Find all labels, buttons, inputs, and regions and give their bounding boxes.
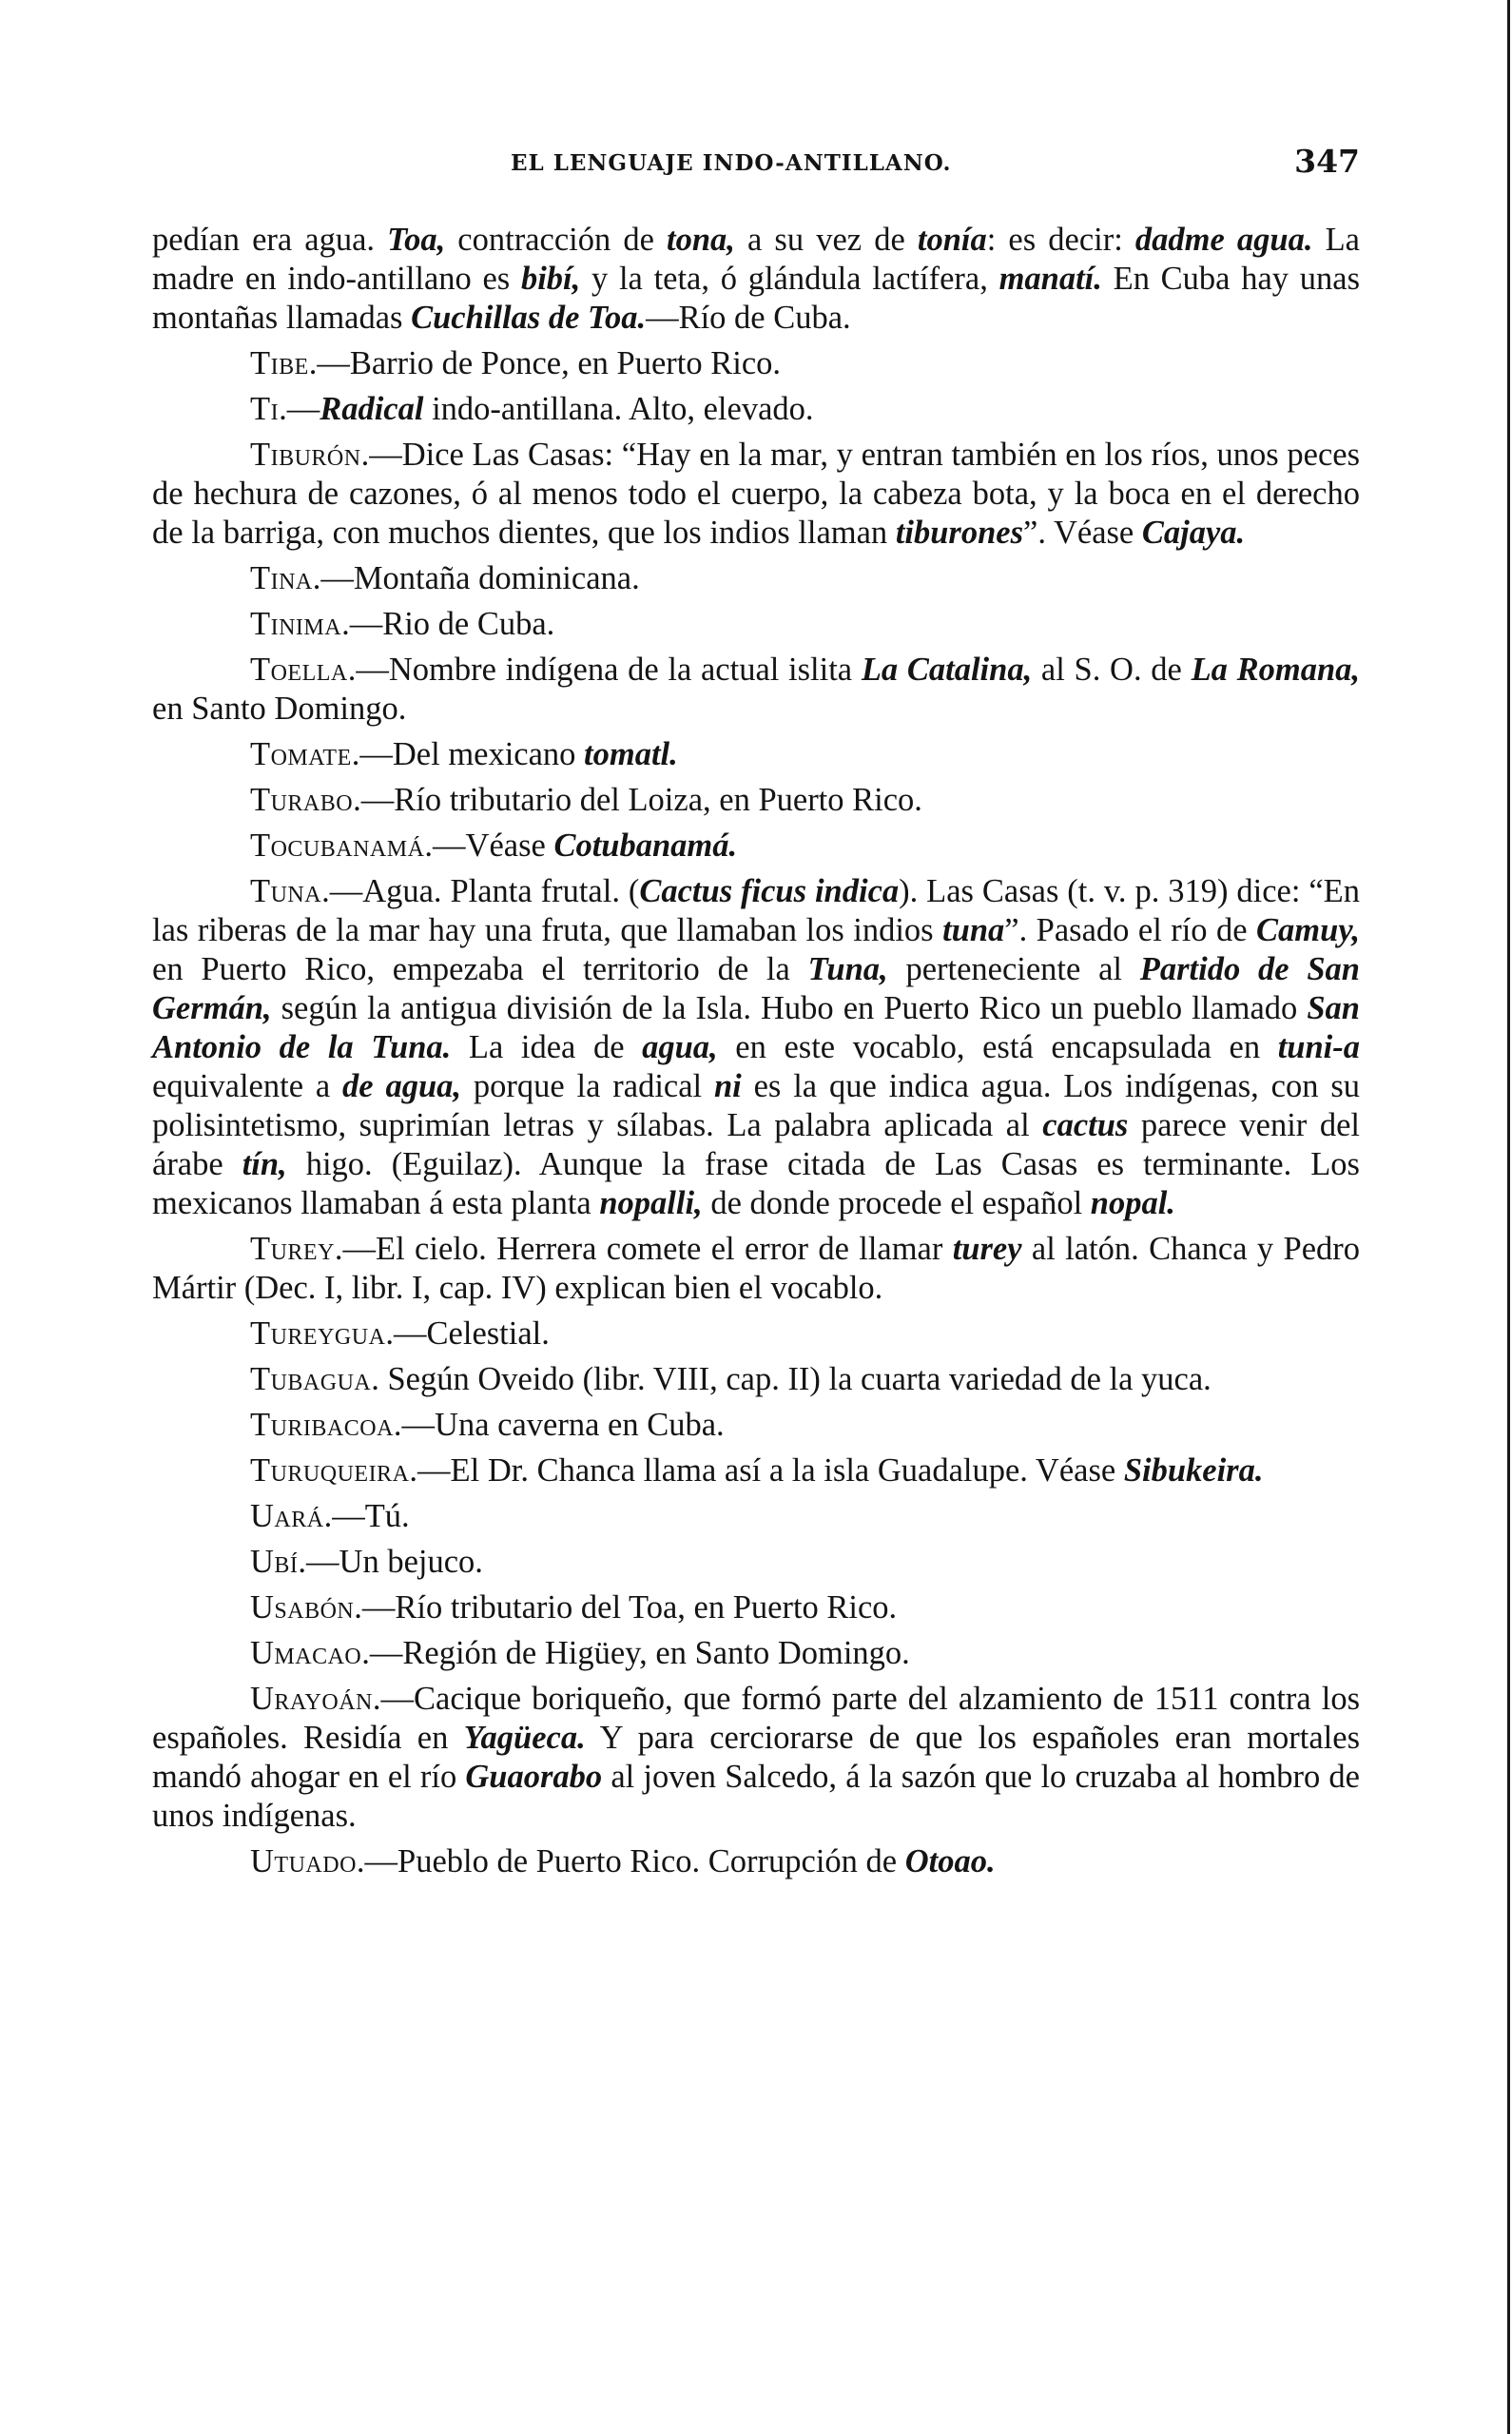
entry-headword: Tuna: [250, 873, 322, 909]
entry-definition: .—Del mexicano tomatl.: [351, 736, 678, 772]
continued-paragraph: pedían era agua. Toa, contracción de tona, a su vez de tonía: es decir: dadme agua. La madre en indo-antillano es bibí, y la teta, ó glándula lactífera, manatí. En Cuba hay unas montañas llamadas Cuchillas de Toa.—Río de Cuba.: [152, 222, 1360, 336]
entry-definition: .—Celestial.: [385, 1315, 550, 1352]
entry-definition: .—Agua. Planta frutal. (Cactus ficus indica). Las Casas (t. v. p. 319) dice: “En las riberas de la mar hay una fruta, que llamaban los indios tuna”. Pasado el río de Camuy, en Puerto Rico, empezaba el territorio de la Tuna, perteneciente al Partido de San Germán, según la antigua división de la Isla. Hubo en Puerto Rico un pueblo llamado San Antonio de la Tuna. La idea de agua, en este vocablo, está encapsulada en tuni-a equivalente a de agua, porque la radical ni es la que indica agua. Los indígenas, con su polisintetismo, suprimían letras y sílabas. La palabra aplicada al cactus parece venir del árabe tín, higo. (Eguilaz). Aunque la frase citada de Las Casas es terminante. Los mexicanos llamaban á esta planta nopalli, de donde procede el español nopal.: [152, 873, 1360, 1221]
glossary-entry: [152, 559, 1360, 598]
glossary-entry: [152, 1588, 1360, 1627]
entry-headword: Turuqueira: [250, 1452, 410, 1489]
entry-definition: .—Un bejuco.: [298, 1544, 483, 1580]
glossary-entry: [152, 605, 1360, 644]
glossary-text: [152, 221, 1360, 1888]
entry-headword: Usabón: [250, 1589, 355, 1626]
glossary-entry: [152, 1451, 1360, 1490]
glossary-entry: [152, 1314, 1360, 1353]
page-number: 347: [1294, 143, 1360, 180]
entry-headword: Tureygua: [250, 1315, 386, 1352]
entry-headword: Toella: [250, 652, 348, 688]
glossary-entry: [152, 1497, 1360, 1536]
entry-definition: .—Dice Las Casas: “Hay en la mar, y entran también en los ríos, unos peces de hechura de cazones, ó al menos todo el cuerpo, la cabeza bota, y la boca en el derecho de la barriga, con muchos dientes, que los indios llaman tiburones”. Véase Cajaya.: [152, 437, 1360, 551]
entry-headword: Tiburón: [250, 437, 361, 473]
glossary-entry: [152, 872, 1360, 1223]
entry-definition: .—Nombre indígena de la actual islita La Catalina, al S. O. de La Romana, en Santo Domingo.: [152, 652, 1361, 727]
entry-definition: .—Cacique boriqueño, que formó parte del alzamiento de 1511 contra los españoles. Residía en Yagüeca. Y para cerciorarse de que los españoles eran mortales mandó ahogar en el río Guaorabo al joven Salcedo, á la sazón que lo cruzaba al hombro de unos indígenas.: [152, 1681, 1361, 1834]
entry-definition: .—El cielo. Herrera comete el error de llamar turey al latón. Chanca y Pedro Mártir (Dec. I, libr. I, cap. IV) explican bien el vocablo.: [152, 1231, 1360, 1306]
glossary-entry: [152, 1230, 1360, 1308]
entry-definition: .—Radical indo-antillana. Alto, elevado.: [279, 391, 814, 427]
entry-headword: Tinima: [250, 606, 342, 642]
entry-definition: .—Barrio de Ponce, en Puerto Rico.: [308, 345, 782, 381]
entry-headword: Utuado: [250, 1843, 357, 1879]
entry-headword: Tomate: [250, 736, 352, 772]
entry-headword: Urayoán: [250, 1681, 373, 1717]
glossary-entry: [152, 735, 1360, 774]
entry-headword: Tibe: [250, 345, 309, 381]
entry-definition: .—Montaña dominicana.: [312, 560, 640, 596]
entry-definition: .—Rio de Cuba.: [341, 606, 555, 642]
entry-headword: Turey: [250, 1231, 335, 1267]
glossary-entry: [152, 390, 1360, 429]
entry-definition: .—Véase Cotubanamá.: [424, 828, 738, 864]
running-head: EL LENGUAJE INDO-ANTILLANO.: [511, 150, 952, 176]
entry-definition: .—Río tributario del Toa, en Puerto Rico.: [354, 1589, 898, 1626]
glossary-entry: [152, 1360, 1360, 1399]
entry-headword: Ubí: [250, 1544, 299, 1580]
glossary-entry: [152, 344, 1360, 383]
entry-headword: Turabo: [250, 782, 354, 818]
entry-headword: Turibacoa: [250, 1407, 394, 1443]
glossary-entry: [152, 1406, 1360, 1445]
entry-headword: Uará: [250, 1498, 324, 1534]
glossary-entry: [152, 651, 1360, 729]
entry-definition: .—Pueblo de Puerto Rico. Corrupción de Otoao.: [356, 1843, 996, 1879]
glossary-entry: [152, 781, 1360, 820]
entry-definition: .—Río tributario del Loiza, en Puerto Rico.: [353, 782, 922, 818]
glossary-entry: [152, 1680, 1360, 1836]
entry-definition: .—El Dr. Chanca llama así a la isla Guadalupe. Véase Sibukeira.: [409, 1452, 1264, 1489]
entry-headword: Tocubanamá: [250, 828, 425, 864]
entry-definition: .—Una caverna en Cuba.: [393, 1407, 725, 1443]
glossary-entry: [152, 1543, 1360, 1582]
entry-headword: Umacao: [250, 1635, 362, 1671]
entry-definition: . Según Oveido (libr. VIII, cap. II) la cuarta variedad de la yuca.: [371, 1361, 1212, 1397]
glossary-entry: [152, 1634, 1360, 1673]
entry-definition: .—Tú.: [323, 1498, 410, 1534]
glossary-entry: [152, 436, 1360, 553]
entry-headword: Tubagua: [250, 1361, 372, 1397]
entry-headword: Ti: [250, 391, 280, 427]
glossary-entry: [152, 827, 1360, 866]
entry-headword: Tina: [250, 560, 313, 596]
entry-definition: .—Región de Higüey, en Santo Domingo.: [361, 1635, 910, 1671]
page-header: [152, 143, 1360, 183]
page-edge-rule: [1507, 0, 1510, 2434]
glossary-entry: [152, 1842, 1360, 1881]
